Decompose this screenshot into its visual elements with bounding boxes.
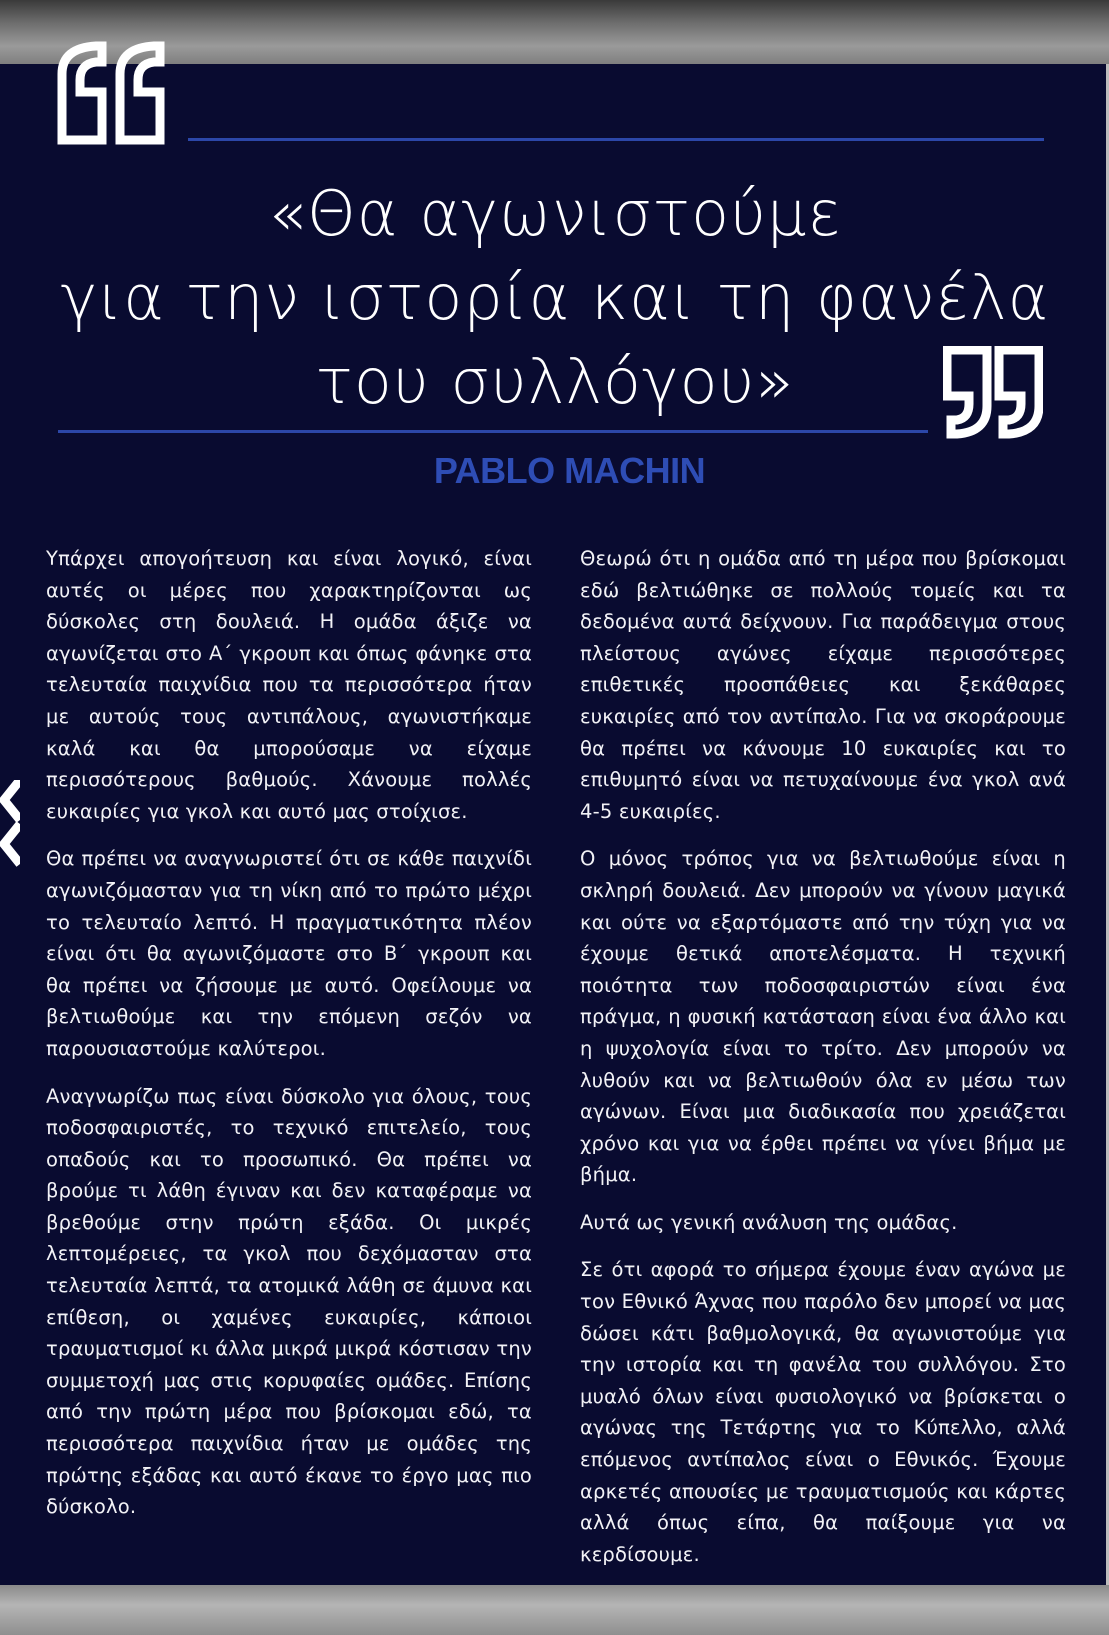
headline [40,172,1070,424]
author-name: PABLO MACHIN [433,450,706,491]
headline-rule-top [188,138,1044,141]
bottom-frame-bar [0,1585,1109,1635]
close-quote-icon [943,346,1043,440]
headline-line-2: για την ιστορία και τη φανέλα [60,261,1050,334]
paragraph: Θεωρώ ότι η ομάδα από τη μέρα που βρίσκομαι εδώ βελτιώθηκε σε πολλούς τομείς και τα δεδομένα αυτά δείχνουν. Για παράδειγμα στους πλείστους αγώνες είχαμε περισσότερες επιθετικές προσπάθειες και ξεκάθαρες ευκαιρίες από τον αντίπαλο. Για να σκοράρουμε θα πρέπει να κάνουμε 10 ευκαιρίες και το επιθυμητό είναι να πετυχαίνουμε ένα γκολ ανά 4-5 ευκαιρίες. [580,547,1066,823]
chevron-left-icon [0,780,20,870]
paragraph: Υπάρχει απογοήτευση και είναι λογικό, είναι αυτές οι μέρες που χαρακτηρίζονται ως δύσκολες στη δουλειά. Η ομάδα άξιζε να αγωνίζεται στο Α΄ γκρουπ και όπως φάνηκε στα τελευταία παιχνίδια που τα περισσότερα ήταν με αυτούς τους αντιπάλους, αγωνιστήκαμε καλά και θα μπορούσαμε να είχαμε περισσότερους βαθμούς. Χάνουμε πολλές ευκαιρίες για γκολ και αυτό μας στοίχισε. [46,547,532,823]
paragraph: Ο μόνος τρόπος για να βελτιωθούμε είναι η σκληρή δουλειά. Δεν μπορούν να γίνουν μαγικά και ούτε να εξαρτόμαστε από την τύχη για να έχουμε θετικά αποτελέσματα. Η τεχνική ποιότητα των ποδοσφαιριστών είναι ένα πράγμα, η φυσική κατάσταση είναι ένα άλλο και η ψυχολογία είναι το τρίτο. Δεν μπορούν να λυθούν και να βελτιωθούν όλα εν μέσω των αγώνων. Είναι μια διαδικασία που χρειάζεται χρόνο και για να έρθει πρέπει να γίνει βήμα με βήμα. [580,847,1066,1187]
paragraph: Αναγνωρίζω πως είναι δύσκολο για όλους, τους ποδοσφαιριστές, το τεχνικό επιτελείο, τους οπαδούς και το προσωπικό. Θα πρέπει να βρούμε τι λάθη έγιναν και δεν καταφέραμε να βρεθούμε στην πρώτη εξάδα. Οι μικρές λεπτομέρειες, τα γκολ που δεχόμασταν στα τελευταία λεπτά, τα ατομικά λάθη σε άμυνα και επίθεση, οι χαμένες ευκαιρίες, κάποιοι τραυματισμοί κι άλλα μικρά μικρά κόστισαν την συμμετοχή μας στις κορυφαίες ομάδες. Επίσης από την πρώτη μέρα που βρίσκομαι εδώ, τα περισσότερα παιχνίδια ήταν με ομάδες της πρώτης εξάδας και αυτό έκανε το έργο μας πιο δύσκολο. [46,1084,532,1519]
paragraph: Σε ότι αφορά το σήμερα έχουμε έναν αγώνα με τον Εθνικό Άχνας που παρόλο δεν μπορεί να μας δώσει κάτι βαθμολογικά, θα αγωνιστούμε για την ιστορία και τη φανέλα του συλλόγου. Στο μυαλό όλων είναι φυσιολογικό να βρίσκεται ο αγώνας της Τετάρτης για το Κύπελλο, αλλά επόμενος αντίπαλος είναι ο Εθνικός. Έχουμε αρκετές απουσίες με τραυματισμούς και κάρτες αλλά όπως είπα, θα παίξουμε για να κερδίσουμε. [580,1258,1066,1566]
headline-rule-bottom [58,430,928,433]
headline-line-1: «Θα αγωνιστούμε [268,177,842,250]
article-column-left [46,543,532,1539]
paragraph: Θα πρέπει να αναγνωριστεί ότι σε κάθε παιχνίδι αγωνιζόμασταν για τη νίκη από το πρώτο μέχρι το τελευταίο λεπτό. Η πραγματικότητα πλέον είναι ότι θα αγωνιζόμαστε στο Β΄ γκρουπ και θα πρέπει να ζήσουμε με αυτό. Οφείλουμε να βελτιωθούμε και την επόμενη σεζόν να παρουσιαστούμε καλύτεροι. [46,847,532,1060]
headline-line-3: του συλλόγου» [315,345,795,418]
article-column-right [580,543,1066,1586]
paragraph: Αυτά ως γενική ανάλυση της ομάδας. [580,1210,958,1234]
open-quote-icon [56,40,168,146]
